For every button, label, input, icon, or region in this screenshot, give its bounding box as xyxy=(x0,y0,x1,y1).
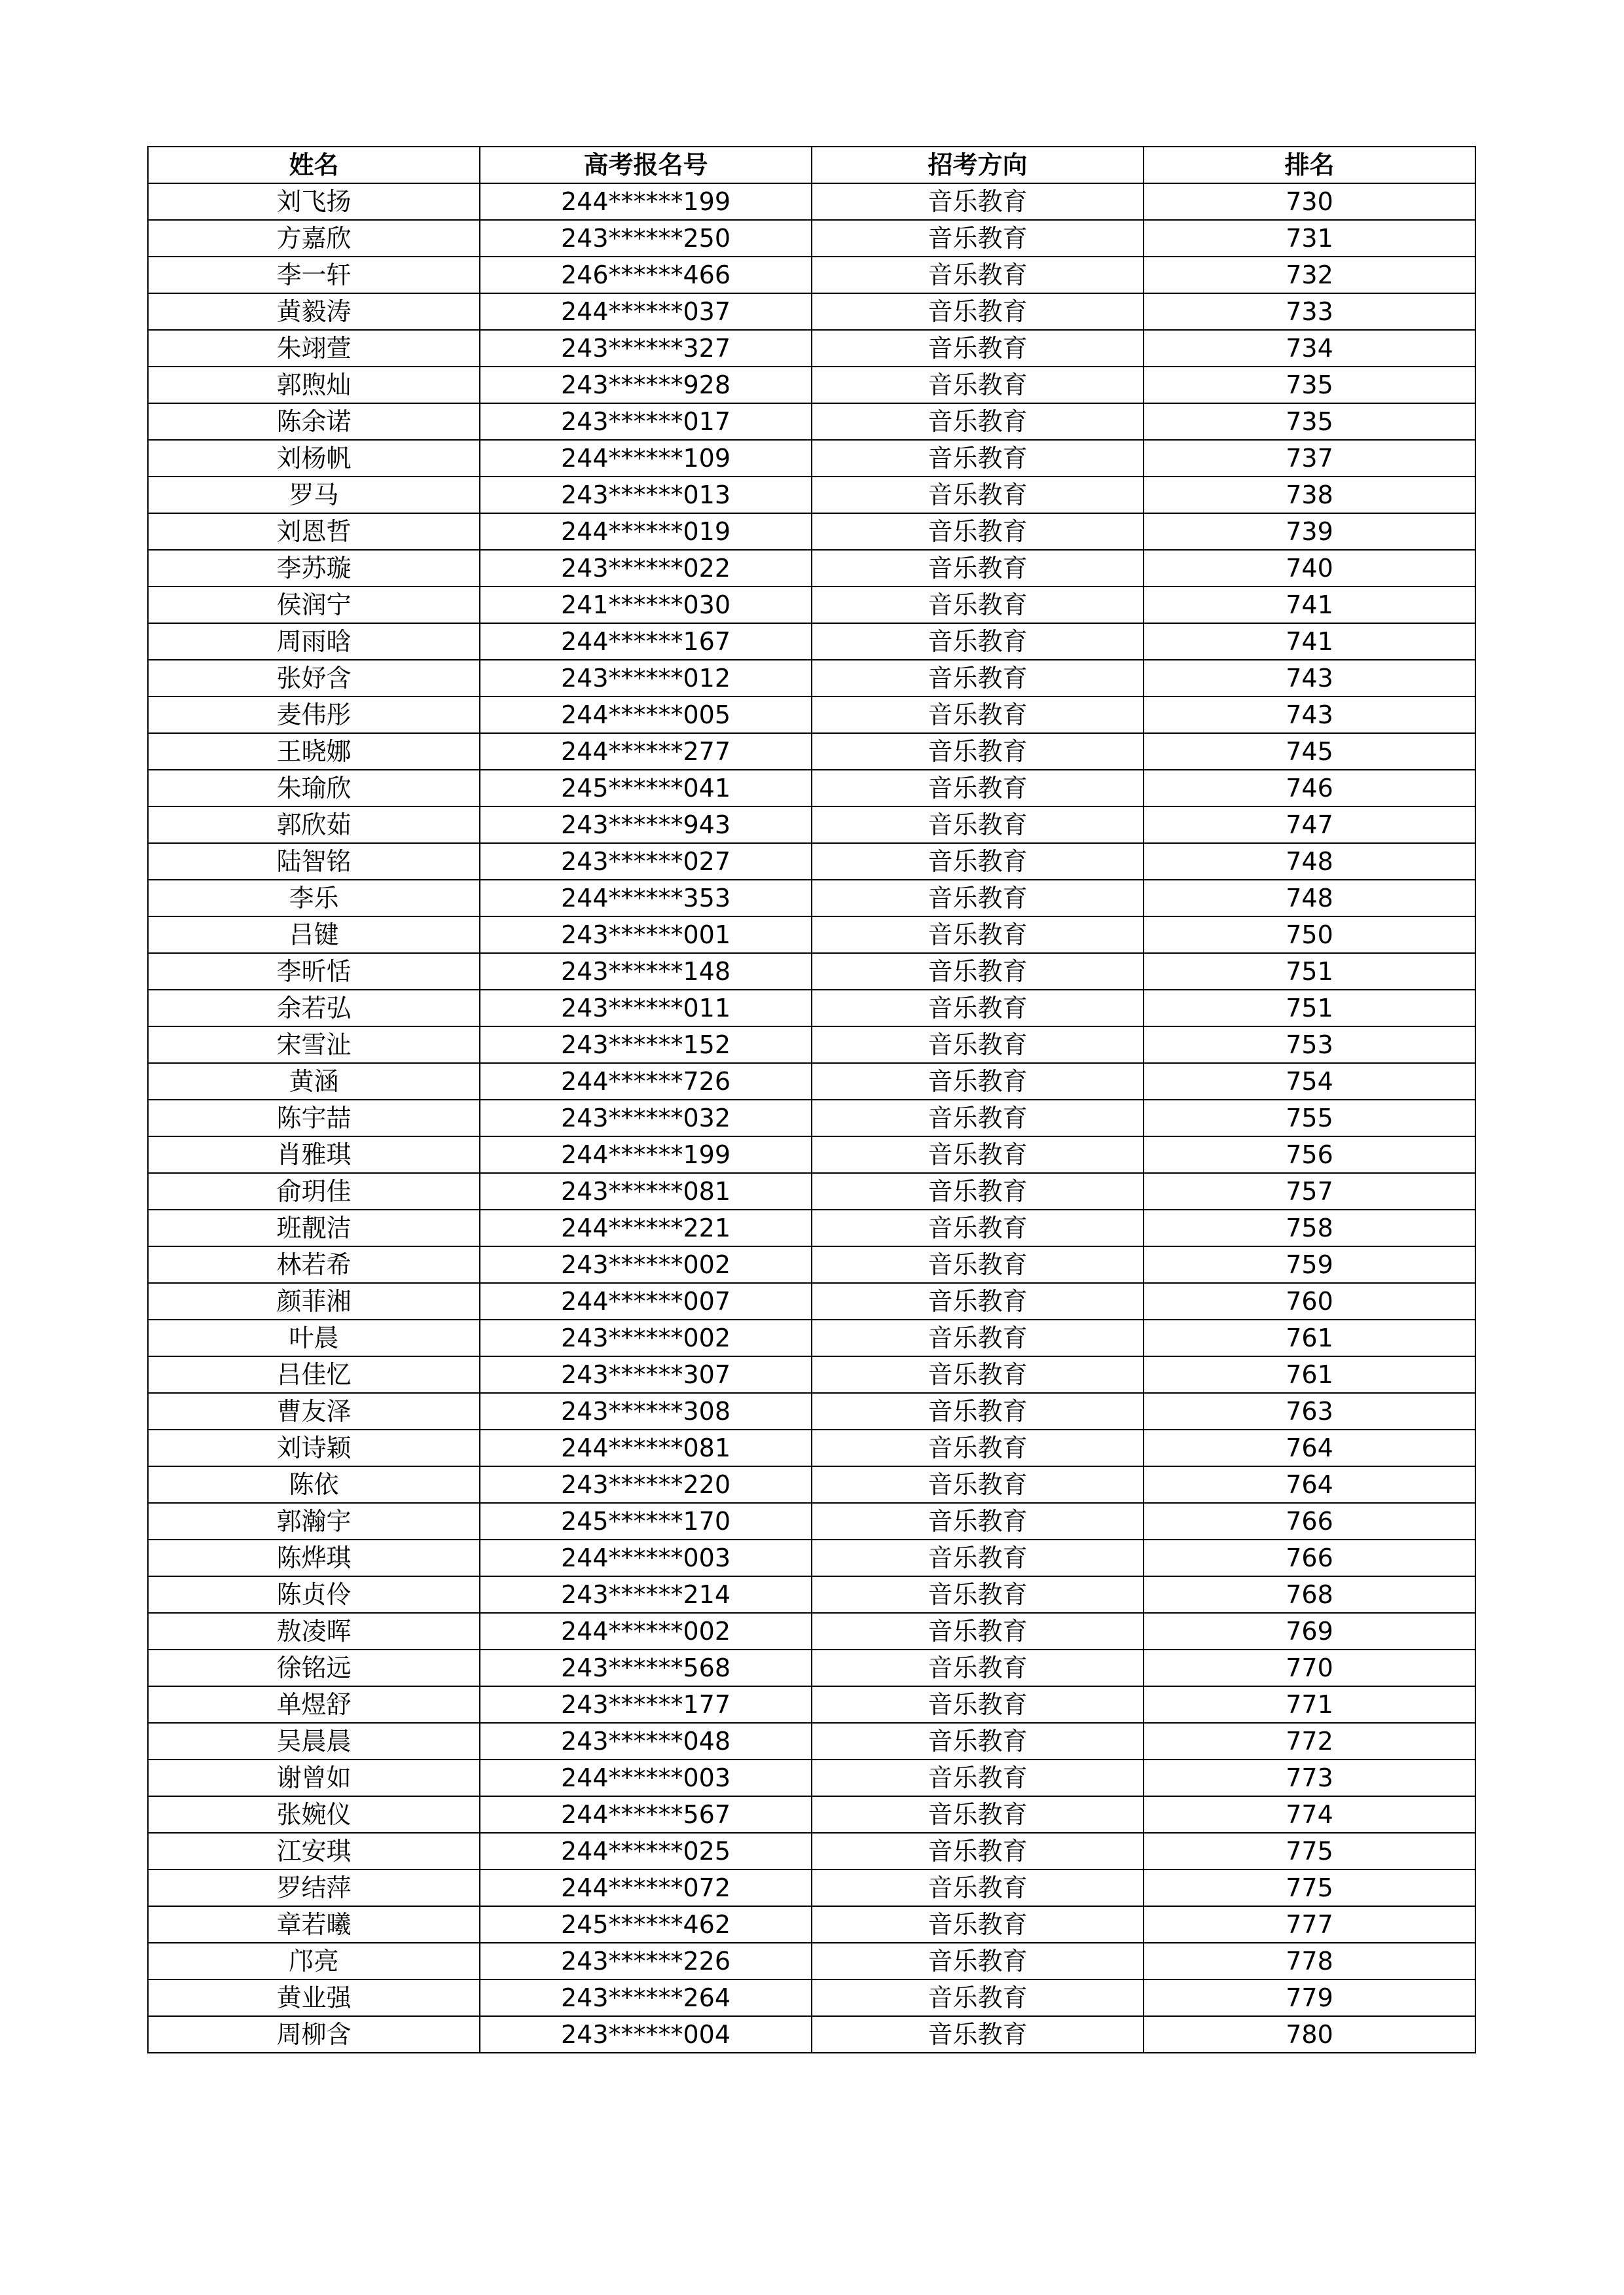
direction-cell: 音乐教育 xyxy=(812,1136,1144,1173)
table-row xyxy=(148,1796,1475,1833)
name-cell: 周柳含 xyxy=(148,2016,480,2053)
direction-cell: 音乐教育 xyxy=(812,513,1144,550)
registration-number-cell: 243******012 xyxy=(480,660,812,696)
registration-number-cell: 243******177 xyxy=(480,1686,812,1723)
rank-cell: 755 xyxy=(1144,1100,1475,1136)
registration-number-cell: 245******041 xyxy=(480,770,812,806)
rank-cell: 737 xyxy=(1144,440,1475,477)
name-cell: 方嘉欣 xyxy=(148,220,480,257)
name-cell: 周雨晗 xyxy=(148,623,480,660)
registration-number-cell: 243******250 xyxy=(480,220,812,257)
ranking-table xyxy=(147,146,1476,2053)
table-row xyxy=(148,550,1475,587)
table-row xyxy=(148,440,1475,477)
name-cell: 张婉仪 xyxy=(148,1796,480,1833)
direction-cell: 音乐教育 xyxy=(812,1870,1144,1906)
direction-cell: 音乐教育 xyxy=(812,477,1144,513)
rank-cell: 778 xyxy=(1144,1943,1475,1979)
table-row xyxy=(148,367,1475,403)
registration-number-cell: 244******019 xyxy=(480,513,812,550)
name-cell: 班靓洁 xyxy=(148,1210,480,1246)
table-row xyxy=(148,953,1475,990)
name-cell: 吕佳忆 xyxy=(148,1356,480,1393)
table-row xyxy=(148,1210,1475,1246)
table-row xyxy=(148,403,1475,440)
name-cell: 朱瑜欣 xyxy=(148,770,480,806)
direction-cell: 音乐教育 xyxy=(812,990,1144,1026)
registration-number-cell: 246******466 xyxy=(480,257,812,293)
rank-cell: 733 xyxy=(1144,293,1475,330)
rank-cell: 772 xyxy=(1144,1723,1475,1760)
name-cell: 陆智铭 xyxy=(148,843,480,880)
table-row xyxy=(148,1943,1475,1979)
table-row xyxy=(148,587,1475,623)
rank-cell: 739 xyxy=(1144,513,1475,550)
name-cell: 罗马 xyxy=(148,477,480,513)
name-cell: 麦伟彤 xyxy=(148,696,480,733)
direction-cell: 音乐教育 xyxy=(812,1979,1144,2016)
rank-cell: 748 xyxy=(1144,843,1475,880)
direction-cell: 音乐教育 xyxy=(812,587,1144,623)
name-cell: 余若弘 xyxy=(148,990,480,1026)
registration-number-cell: 244******199 xyxy=(480,183,812,220)
table-row xyxy=(148,623,1475,660)
registration-number-cell: 243******327 xyxy=(480,330,812,367)
table-row xyxy=(148,183,1475,220)
registration-number-cell: 244******005 xyxy=(480,696,812,733)
registration-number-cell: 244******109 xyxy=(480,440,812,477)
rank-cell: 764 xyxy=(1144,1430,1475,1466)
table-row xyxy=(148,2016,1475,2053)
registration-number-cell: 241******030 xyxy=(480,587,812,623)
table-row xyxy=(148,1283,1475,1320)
table-row xyxy=(148,1576,1475,1613)
name-cell: 刘恩哲 xyxy=(148,513,480,550)
rank-cell: 735 xyxy=(1144,367,1475,403)
rank-cell: 761 xyxy=(1144,1320,1475,1356)
rank-cell: 750 xyxy=(1144,916,1475,953)
table-row xyxy=(148,1393,1475,1430)
name-cell: 章若曦 xyxy=(148,1906,480,1943)
registration-number-cell: 244******003 xyxy=(480,1540,812,1576)
rank-cell: 756 xyxy=(1144,1136,1475,1173)
name-cell: 朱翊萱 xyxy=(148,330,480,367)
registration-number-cell: 243******017 xyxy=(480,403,812,440)
table-row xyxy=(148,1650,1475,1686)
name-cell: 叶晨 xyxy=(148,1320,480,1356)
table-row xyxy=(148,1613,1475,1650)
direction-cell: 音乐教育 xyxy=(812,843,1144,880)
registration-number-cell: 243******568 xyxy=(480,1650,812,1686)
direction-cell: 音乐教育 xyxy=(812,1576,1144,1613)
rank-cell: 743 xyxy=(1144,660,1475,696)
direction-cell: 音乐教育 xyxy=(812,733,1144,770)
rank-cell: 730 xyxy=(1144,183,1475,220)
direction-cell: 音乐教育 xyxy=(812,660,1144,696)
name-cell: 郭瀚宇 xyxy=(148,1503,480,1540)
table-row xyxy=(148,1760,1475,1796)
registration-number-cell: 243******032 xyxy=(480,1100,812,1136)
direction-cell: 音乐教育 xyxy=(812,1210,1144,1246)
direction-cell: 音乐教育 xyxy=(812,1283,1144,1320)
registration-number-cell: 244******277 xyxy=(480,733,812,770)
name-cell: 谢曾如 xyxy=(148,1760,480,1796)
direction-cell: 音乐教育 xyxy=(812,1063,1144,1100)
name-cell: 黄涵 xyxy=(148,1063,480,1100)
direction-cell: 音乐教育 xyxy=(812,1723,1144,1760)
registration-number-cell: 243******013 xyxy=(480,477,812,513)
header-rank: 排名 xyxy=(1144,147,1475,183)
rank-cell: 760 xyxy=(1144,1283,1475,1320)
registration-number-cell: 244******353 xyxy=(480,880,812,916)
name-cell: 李昕恬 xyxy=(148,953,480,990)
direction-cell: 音乐教育 xyxy=(812,806,1144,843)
registration-number-cell: 243******214 xyxy=(480,1576,812,1613)
rank-cell: 751 xyxy=(1144,990,1475,1026)
registration-number-cell: 244******567 xyxy=(480,1796,812,1833)
rank-cell: 761 xyxy=(1144,1356,1475,1393)
table-header xyxy=(148,147,1475,183)
direction-cell: 音乐教育 xyxy=(812,1503,1144,1540)
rank-cell: 738 xyxy=(1144,477,1475,513)
rank-cell: 779 xyxy=(1144,1979,1475,2016)
name-cell: 王晓娜 xyxy=(148,733,480,770)
direction-cell: 音乐教育 xyxy=(812,880,1144,916)
direction-cell: 音乐教育 xyxy=(812,1686,1144,1723)
table-body xyxy=(148,183,1475,2053)
name-cell: 颜菲湘 xyxy=(148,1283,480,1320)
rank-cell: 745 xyxy=(1144,733,1475,770)
table-row xyxy=(148,1246,1475,1283)
direction-cell: 音乐教育 xyxy=(812,220,1144,257)
registration-number-cell: 243******027 xyxy=(480,843,812,880)
table-row xyxy=(148,293,1475,330)
rank-cell: 732 xyxy=(1144,257,1475,293)
registration-number-cell: 243******152 xyxy=(480,1026,812,1063)
rank-cell: 774 xyxy=(1144,1796,1475,1833)
table-row xyxy=(148,1320,1475,1356)
name-cell: 吕键 xyxy=(148,916,480,953)
name-cell: 曹友泽 xyxy=(148,1393,480,1430)
direction-cell: 音乐教育 xyxy=(812,1833,1144,1870)
name-cell: 吴晨晨 xyxy=(148,1723,480,1760)
rank-cell: 759 xyxy=(1144,1246,1475,1283)
table-row xyxy=(148,1173,1475,1210)
table-row xyxy=(148,916,1475,953)
rank-cell: 763 xyxy=(1144,1393,1475,1430)
rank-cell: 766 xyxy=(1144,1540,1475,1576)
name-cell: 陈依 xyxy=(148,1466,480,1503)
table-row xyxy=(148,257,1475,293)
registration-number-cell: 243******002 xyxy=(480,1320,812,1356)
table-row xyxy=(148,330,1475,367)
header-registration-number: 高考报名号 xyxy=(480,147,812,183)
name-cell: 肖雅琪 xyxy=(148,1136,480,1173)
table-row xyxy=(148,1356,1475,1393)
rank-cell: 771 xyxy=(1144,1686,1475,1723)
table-row xyxy=(148,220,1475,257)
rank-cell: 731 xyxy=(1144,220,1475,257)
registration-number-cell: 243******011 xyxy=(480,990,812,1026)
registration-number-cell: 243******002 xyxy=(480,1246,812,1283)
rank-cell: 746 xyxy=(1144,770,1475,806)
table-row xyxy=(148,733,1475,770)
direction-cell: 音乐教育 xyxy=(812,1760,1144,1796)
rank-cell: 757 xyxy=(1144,1173,1475,1210)
name-cell: 陈烨琪 xyxy=(148,1540,480,1576)
direction-cell: 音乐教育 xyxy=(812,367,1144,403)
direction-cell: 音乐教育 xyxy=(812,1906,1144,1943)
table-row xyxy=(148,806,1475,843)
registration-number-cell: 244******002 xyxy=(480,1613,812,1650)
rank-cell: 773 xyxy=(1144,1760,1475,1796)
direction-cell: 音乐教育 xyxy=(812,953,1144,990)
name-cell: 林若希 xyxy=(148,1246,480,1283)
direction-cell: 音乐教育 xyxy=(812,1356,1144,1393)
name-cell: 刘飞扬 xyxy=(148,183,480,220)
table-row xyxy=(148,880,1475,916)
rank-cell: 764 xyxy=(1144,1466,1475,1503)
registration-number-cell: 244******726 xyxy=(480,1063,812,1100)
table-row xyxy=(148,1100,1475,1136)
registration-number-cell: 245******462 xyxy=(480,1906,812,1943)
rank-cell: 735 xyxy=(1144,403,1475,440)
registration-number-cell: 243******264 xyxy=(480,1979,812,2016)
name-cell: 俞玥佳 xyxy=(148,1173,480,1210)
registration-number-cell: 244******025 xyxy=(480,1833,812,1870)
table-row xyxy=(148,1906,1475,1943)
registration-number-cell: 244******072 xyxy=(480,1870,812,1906)
direction-cell: 音乐教育 xyxy=(812,330,1144,367)
registration-number-cell: 243******928 xyxy=(480,367,812,403)
name-cell: 郭欣茹 xyxy=(148,806,480,843)
direction-cell: 音乐教育 xyxy=(812,623,1144,660)
name-cell: 刘杨帆 xyxy=(148,440,480,477)
table-row xyxy=(148,1979,1475,2016)
name-cell: 李一轩 xyxy=(148,257,480,293)
registration-number-cell: 243******308 xyxy=(480,1393,812,1430)
name-cell: 黄毅涛 xyxy=(148,293,480,330)
registration-number-cell: 243******307 xyxy=(480,1356,812,1393)
rank-cell: 743 xyxy=(1144,696,1475,733)
name-cell: 陈宇喆 xyxy=(148,1100,480,1136)
name-cell: 单煜舒 xyxy=(148,1686,480,1723)
rank-cell: 740 xyxy=(1144,550,1475,587)
direction-cell: 音乐教育 xyxy=(812,1246,1144,1283)
name-cell: 郭煦灿 xyxy=(148,367,480,403)
table-row xyxy=(148,1136,1475,1173)
registration-number-cell: 244******003 xyxy=(480,1760,812,1796)
registration-number-cell: 244******081 xyxy=(480,1430,812,1466)
table-row xyxy=(148,843,1475,880)
direction-cell: 音乐教育 xyxy=(812,1173,1144,1210)
rank-cell: 766 xyxy=(1144,1503,1475,1540)
table-row xyxy=(148,1833,1475,1870)
name-cell: 宋雪沚 xyxy=(148,1026,480,1063)
name-cell: 江安琪 xyxy=(148,1833,480,1870)
rank-cell: 777 xyxy=(1144,1906,1475,1943)
direction-cell: 音乐教育 xyxy=(812,1943,1144,1979)
direction-cell: 音乐教育 xyxy=(812,1613,1144,1650)
rank-cell: 768 xyxy=(1144,1576,1475,1613)
direction-cell: 音乐教育 xyxy=(812,1466,1144,1503)
direction-cell: 音乐教育 xyxy=(812,1320,1144,1356)
header-direction: 招考方向 xyxy=(812,147,1144,183)
rank-cell: 748 xyxy=(1144,880,1475,916)
rank-cell: 775 xyxy=(1144,1870,1475,1906)
direction-cell: 音乐教育 xyxy=(812,1796,1144,1833)
registration-number-cell: 243******081 xyxy=(480,1173,812,1210)
direction-cell: 音乐教育 xyxy=(812,1430,1144,1466)
direction-cell: 音乐教育 xyxy=(812,1540,1144,1576)
table-row xyxy=(148,1723,1475,1760)
table-row xyxy=(148,1503,1475,1540)
registration-number-cell: 243******226 xyxy=(480,1943,812,1979)
direction-cell: 音乐教育 xyxy=(812,1026,1144,1063)
rank-cell: 747 xyxy=(1144,806,1475,843)
rank-cell: 753 xyxy=(1144,1026,1475,1063)
rank-cell: 775 xyxy=(1144,1833,1475,1870)
direction-cell: 音乐教育 xyxy=(812,696,1144,733)
registration-number-cell: 243******004 xyxy=(480,2016,812,2053)
table-row xyxy=(148,1686,1475,1723)
registration-number-cell: 244******037 xyxy=(480,293,812,330)
registration-number-cell: 244******221 xyxy=(480,1210,812,1246)
table-row xyxy=(148,1026,1475,1063)
registration-number-cell: 243******048 xyxy=(480,1723,812,1760)
rank-cell: 769 xyxy=(1144,1613,1475,1650)
name-cell: 刘诗颖 xyxy=(148,1430,480,1466)
direction-cell: 音乐教育 xyxy=(812,1650,1144,1686)
direction-cell: 音乐教育 xyxy=(812,257,1144,293)
direction-cell: 音乐教育 xyxy=(812,183,1144,220)
table-row xyxy=(148,770,1475,806)
name-cell: 罗结萍 xyxy=(148,1870,480,1906)
registration-number-cell: 243******943 xyxy=(480,806,812,843)
header-name: 姓名 xyxy=(148,147,480,183)
table-row xyxy=(148,696,1475,733)
direction-cell: 音乐教育 xyxy=(812,770,1144,806)
name-cell: 陈余诺 xyxy=(148,403,480,440)
table-row xyxy=(148,1063,1475,1100)
name-cell: 李乐 xyxy=(148,880,480,916)
table-row xyxy=(148,1870,1475,1906)
direction-cell: 音乐教育 xyxy=(812,1100,1144,1136)
table-row xyxy=(148,1540,1475,1576)
direction-cell: 音乐教育 xyxy=(812,403,1144,440)
registration-number-cell: 244******199 xyxy=(480,1136,812,1173)
rank-cell: 734 xyxy=(1144,330,1475,367)
direction-cell: 音乐教育 xyxy=(812,1393,1144,1430)
direction-cell: 音乐教育 xyxy=(812,293,1144,330)
rank-cell: 751 xyxy=(1144,953,1475,990)
registration-number-cell: 243******022 xyxy=(480,550,812,587)
name-cell: 陈贞伶 xyxy=(148,1576,480,1613)
name-cell: 徐铭远 xyxy=(148,1650,480,1686)
name-cell: 邝亮 xyxy=(148,1943,480,1979)
table-row xyxy=(148,1466,1475,1503)
registration-number-cell: 245******170 xyxy=(480,1503,812,1540)
table-row xyxy=(148,1430,1475,1466)
header-row xyxy=(148,147,1475,183)
table-row xyxy=(148,990,1475,1026)
name-cell: 李苏璇 xyxy=(148,550,480,587)
rank-cell: 741 xyxy=(1144,623,1475,660)
table-row xyxy=(148,513,1475,550)
rank-cell: 758 xyxy=(1144,1210,1475,1246)
name-cell: 张妤含 xyxy=(148,660,480,696)
registration-number-cell: 244******007 xyxy=(480,1283,812,1320)
name-cell: 敖凌晖 xyxy=(148,1613,480,1650)
rank-cell: 741 xyxy=(1144,587,1475,623)
rank-cell: 780 xyxy=(1144,2016,1475,2053)
direction-cell: 音乐教育 xyxy=(812,440,1144,477)
direction-cell: 音乐教育 xyxy=(812,916,1144,953)
direction-cell: 音乐教育 xyxy=(812,550,1144,587)
direction-cell: 音乐教育 xyxy=(812,2016,1144,2053)
registration-number-cell: 243******220 xyxy=(480,1466,812,1503)
table-row xyxy=(148,660,1475,696)
registration-number-cell: 243******001 xyxy=(480,916,812,953)
name-cell: 黄业强 xyxy=(148,1979,480,2016)
rank-cell: 770 xyxy=(1144,1650,1475,1686)
registration-number-cell: 243******148 xyxy=(480,953,812,990)
rank-cell: 754 xyxy=(1144,1063,1475,1100)
table-row xyxy=(148,477,1475,513)
registration-number-cell: 244******167 xyxy=(480,623,812,660)
name-cell: 侯润宁 xyxy=(148,587,480,623)
